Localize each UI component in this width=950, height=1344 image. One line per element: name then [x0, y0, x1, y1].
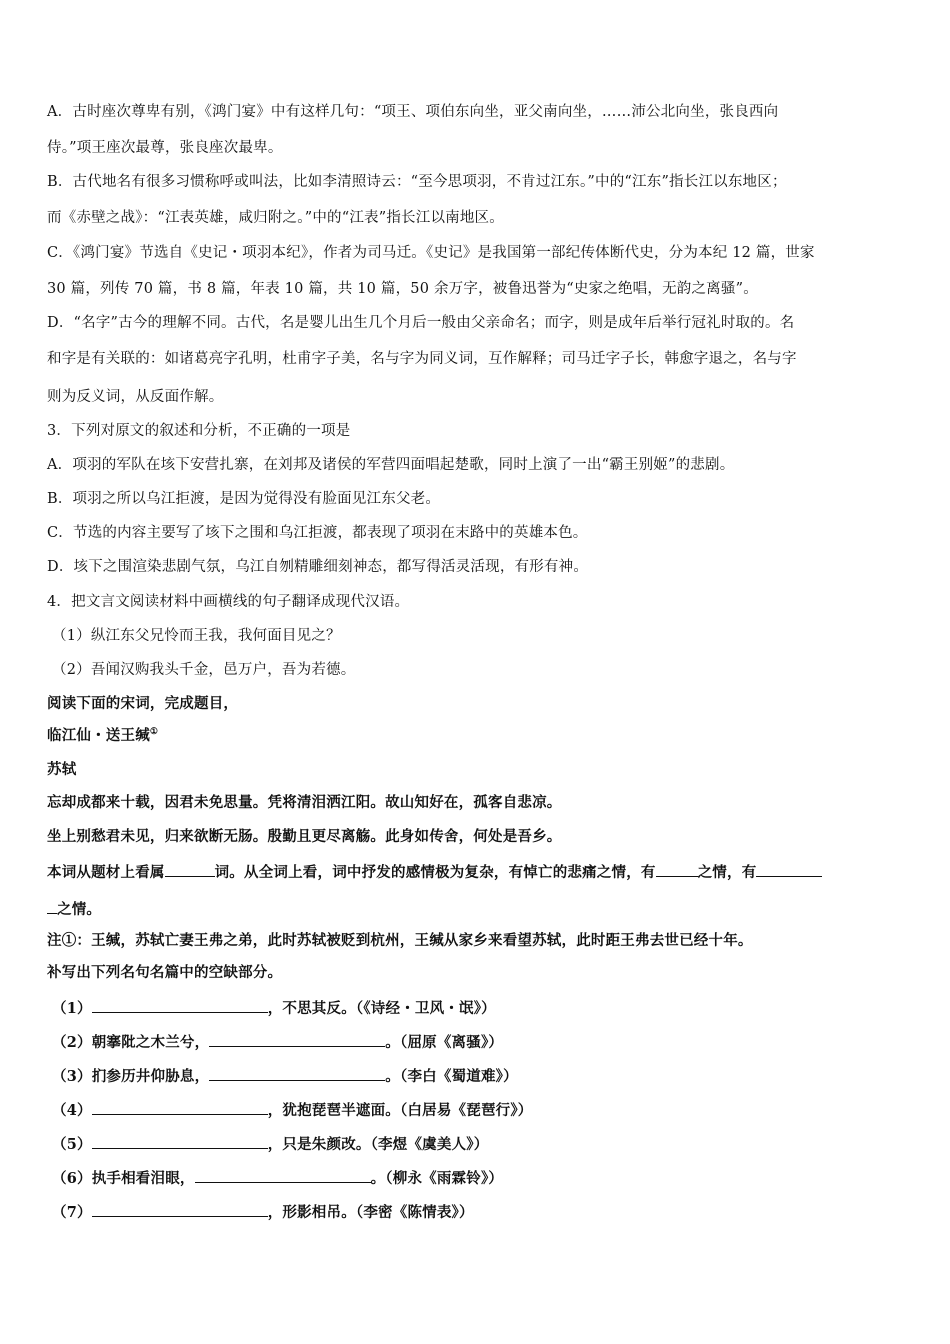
poem-title: 临江仙・送王缄 [47, 727, 150, 744]
poem-question-part-1: 本词从题材上看属 [47, 864, 165, 881]
fill-item-5-post: ，只是朱颜改。（李煜《虞美人》） [267, 1136, 489, 1153]
poem-question-blank-3-cont[interactable] [47, 898, 57, 914]
fill-item-5-pre: （5） [52, 1136, 92, 1153]
fill-item-1-blank[interactable] [92, 997, 268, 1013]
fill-item-3 [52, 1065, 912, 1087]
fill-item-1-pre: （1） [52, 1000, 92, 1017]
q3-option-a: A．项羽的军队在垓下安营扎寨，在刘邦及诸侯的军营四面唱起楚歌，同时上演了一出“霸王别姬”的悲剧。 [47, 457, 735, 473]
fill-item-6-pre: （6）执手相看泪眼， [52, 1170, 195, 1187]
poem-line-1: 忘却成都来十载，因君未免思量。凭将清泪洒江阳。故山知好在，孤客自悲凉。 [47, 794, 562, 811]
poem-question-part-3: 之情，有 [697, 864, 757, 881]
fill-item-4-post: ，犹抱琵琶半遮面。（白居易《琵琶行》） [267, 1102, 533, 1119]
q2-option-b-line-2: 而《赤壁之战》：“江表英雄，咸归附之。”中的“江表”指长江以南地区。 [47, 210, 504, 226]
poem-question-blank-2[interactable] [656, 861, 698, 877]
fill-item-7-post: ，形影相吊。（李密《陈情表》） [267, 1204, 474, 1221]
q2-option-d-line-3: 则为反义词，从反面作解。 [47, 389, 224, 405]
fill-item-7 [52, 1201, 912, 1223]
fill-item-1-post: ，不思其反。（《诗经・卫风・氓》） [267, 1000, 496, 1017]
poem-author: 苏轼 [47, 761, 77, 778]
fill-item-4-blank[interactable] [92, 1099, 268, 1115]
q3-option-c: C．节选的内容主要写了垓下之围和乌江拒渡，都表现了项羽在末路中的英雄本色。 [47, 525, 588, 541]
q2-option-a-line-1: A．古时座次尊卑有别，《鸿门宴》中有这样几句：“项王、项伯东向坐，亚父南向坐，……沛公北向坐，张良西向 [47, 104, 779, 120]
fill-item-5 [52, 1133, 912, 1155]
poem-title-line [47, 726, 907, 746]
q2-option-a-line-2: 侍。”项王座次最尊，张良座次最卑。 [47, 140, 283, 156]
fill-item-6-post: 。（柳永《雨霖铃》） [370, 1170, 504, 1187]
fill-item-7-pre: （7） [52, 1204, 92, 1221]
q3-option-b: B．项羽之所以乌江拒渡，是因为觉得没有脸面见江东父老。 [47, 491, 441, 507]
poem-line-2: 坐上别愁君未见，归来欲断无肠。殷勤且更尽离觞。此身如传舍，何处是吾乡。 [47, 828, 562, 845]
fill-item-6 [52, 1167, 912, 1189]
poem-note-mark: ① [149, 727, 159, 738]
poem-question-line-2 [47, 898, 907, 920]
poem-question-part-4: 之情。 [57, 901, 102, 918]
poem-question-blank-3[interactable] [756, 861, 822, 877]
fill-item-2-blank[interactable] [209, 1031, 385, 1047]
poem-intro: 阅读下面的宋词，完成题目， [47, 695, 239, 712]
fill-item-3-blank[interactable] [209, 1065, 385, 1081]
q4-item-1: （1）纵江东父兄怜而王我，我何面目见之？ [52, 628, 341, 644]
q4-item-2: （2）吾闻汉购我头千金，邑万户，吾为若德。 [52, 662, 356, 678]
q2-option-c-line-1: C．《鸿门宴》节选自《史记・项羽本纪》，作者为司马迁。《史记》是我国第一部纪传体断代史，分为本纪 12 篇，世家 [47, 245, 815, 261]
fill-item-1 [52, 997, 912, 1019]
fill-item-2-pre: （2）朝搴阰之木兰兮， [52, 1034, 210, 1051]
fill-item-3-pre: （3）扪参历井仰胁息， [52, 1068, 210, 1085]
fill-item-7-blank[interactable] [92, 1201, 268, 1217]
fill-item-3-post: 。（李白《蜀道难》） [385, 1068, 518, 1085]
fill-item-2-post: 。（屈原《离骚》） [385, 1034, 504, 1051]
poem-question-part-2: 词。从全词上看，词中抒发的感情极为复杂，有悼亡的悲痛之情，有 [214, 864, 656, 881]
q2-option-c-line-2: 30 篇，列传 70 篇，书 8 篇，年表 10 篇，共 10 篇，50 余万字，被鲁迅誉为“史家之绝唱，无韵之离骚”。 [47, 281, 758, 297]
q3-option-d: D．垓下之围渲染悲剧气氛，乌江自刎精雕细刻神态，都写得活灵活现，有形有神。 [47, 559, 589, 575]
q2-option-d-line-2: 和字是有关联的：如诸葛亮字孔明，杜甫字子美，名与字为同义词，互作解释；司马迁字子长，韩愈字退之，名与字 [47, 351, 797, 367]
fill-item-5-blank[interactable] [92, 1133, 268, 1149]
fill-item-4 [52, 1099, 912, 1121]
q2-option-d-line-1: D．“名字”古今的理解不同。古代，名是婴儿出生几个月后一般由父亲命名；而字，则是成年后举行冠礼时取的。名 [47, 315, 795, 331]
fill-item-4-pre: （4） [52, 1102, 92, 1119]
fill-item-2 [52, 1031, 912, 1053]
fill-intro: 补写出下列名句名篇中的空缺部分。 [47, 964, 283, 981]
poem-question-line-1 [47, 861, 907, 883]
poem-note: 注①：王缄，苏轼亡妻王弗之弟，此时苏轼被贬到杭州，王缄从家乡来看望苏轼，此时距王弗去世已经十年。 [47, 932, 753, 949]
fill-item-6-blank[interactable] [195, 1167, 371, 1183]
q3-stem: 3．下列对原文的叙述和分析，不正确的一项是 [47, 423, 351, 439]
poem-question-blank-1[interactable] [165, 861, 215, 877]
q2-option-b-line-1: B．古代地名有很多习惯称呼或叫法，比如李清照诗云：“至今思项羽，不肯过江东。”中的“江东”指长江以东地区； [47, 174, 787, 190]
q4-stem: 4．把文言文阅读材料中画横线的句子翻译成现代汉语。 [47, 594, 410, 610]
